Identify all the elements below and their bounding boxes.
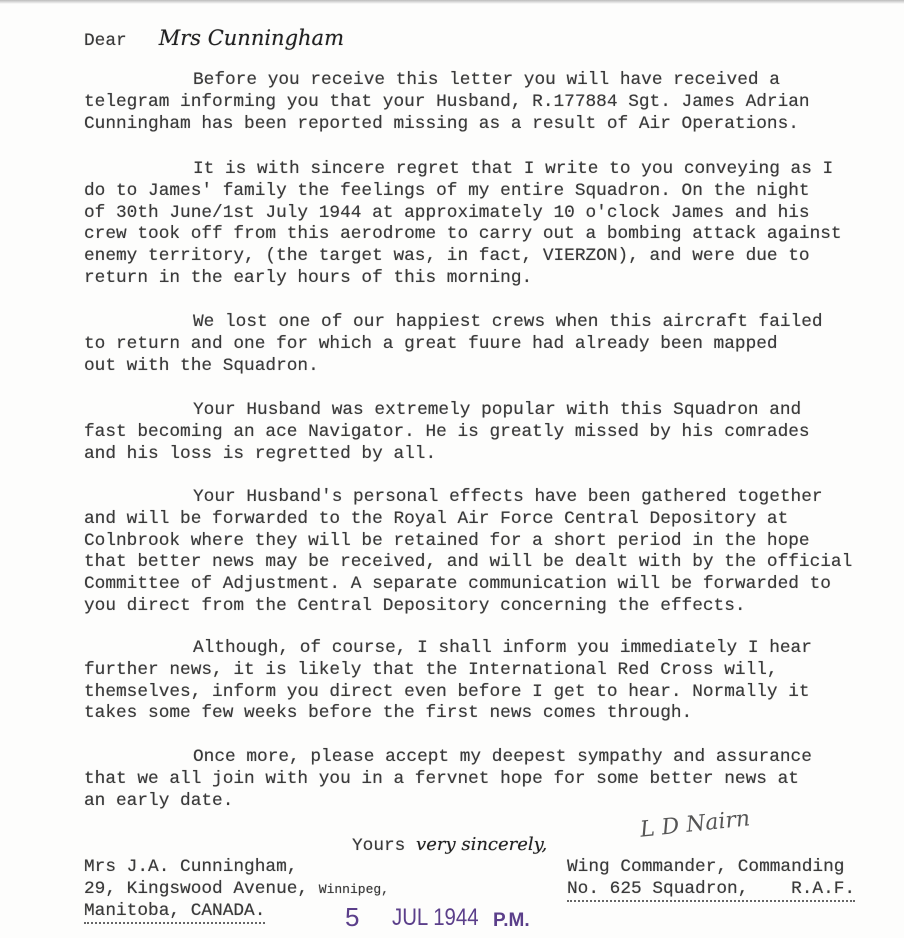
date-stamp-month-year: JUL 1944	[392, 904, 479, 931]
sender-line-2: No. 625 Squadron, R.A.F.	[567, 878, 855, 902]
paragraph-line: further news, it is likely that the International Red Cross will,	[84, 659, 778, 680]
paragraph-line: Your Husband's personal effects have been gathered together	[193, 487, 823, 507]
paragraph-line: We lost one of our happiest crews when this aircraft failed	[193, 312, 823, 332]
paragraph-line: return in the early hours of this morning.	[84, 267, 533, 288]
paragraph-line: Cunningham has been reported missing as a result of Air Operations.	[84, 113, 799, 134]
closing-typed: Yours	[352, 836, 406, 856]
paragraph	[84, 312, 823, 377]
paragraph	[84, 638, 812, 725]
paragraph-line: enemy territory, (the target was, in fact, VIERZON), and were due to	[84, 246, 810, 267]
paragraph-line: of 30th June/1st July 1944 at approximately 10 o'clock James and his	[84, 202, 810, 223]
date-stamp-day: 5	[345, 902, 360, 932]
salutation-dear: Dear	[84, 31, 127, 51]
paragraph-line: that we all join with you in a fervnet hope for some better news at	[84, 768, 799, 789]
paragraph	[84, 159, 842, 290]
paragraph-line: Committee of Adjustment. A separate communication will be forwarded to	[84, 574, 831, 595]
paragraph-line: to return and one for which a great fuure had already been mapped	[84, 333, 778, 354]
recipient-street: 29, Kingswood Avenue,	[84, 879, 309, 899]
recipient-line-3: Manitoba, CANADA.	[84, 900, 265, 924]
paragraph-line: you direct from the Central Depository concerning the effects.	[84, 595, 746, 616]
paragraph-line: takes some few weeks before the first news comes through.	[84, 703, 693, 724]
paragraph-line: that better news may be received, and will be dealt with by the official	[84, 552, 853, 573]
paragraph	[84, 747, 812, 812]
paragraph-line: an early date.	[84, 790, 234, 811]
paragraph-line: Although, of course, I shall inform you immediately I hear	[193, 638, 812, 658]
signature: L D Nairn	[638, 806, 752, 843]
paragraph-line: Before you receive this letter you will have received a	[193, 70, 780, 90]
paragraph-line: do to James' family the feelings of my entire Squadron. On the night	[84, 180, 810, 201]
page-edge	[0, 0, 904, 4]
recipient-line-2	[84, 878, 389, 901]
paragraph-line: out with the Squadron.	[84, 355, 319, 376]
paragraph-line: fast becoming an ace Navigator. He is greatly missed by his comrades	[84, 421, 810, 442]
salutation-name-handwritten: Mrs Cunningham	[158, 26, 344, 50]
closing	[352, 834, 547, 857]
paragraph	[84, 70, 810, 135]
paragraph-line: Your Husband was extremely popular with this Squadron and	[193, 400, 802, 420]
paragraph-line: and will be forwarded to the Royal Air Force Central Depository at	[84, 508, 789, 529]
recipient-line-1: Mrs J.A. Cunningham,	[84, 857, 298, 877]
paragraph	[84, 400, 810, 465]
sender-line-1: Wing Commander, Commanding	[567, 857, 845, 877]
paragraph-line: telegram informing you that your Husband, R.177884 Sgt. James Adrian	[84, 91, 810, 112]
paragraph-line: and his loss is regretted by all.	[84, 443, 437, 464]
paragraph-line: themselves, inform you direct even before I get to hear. Normally it	[84, 681, 810, 702]
paragraph-line: Colnbrook where they will be retained for a short period in the hope	[84, 530, 810, 551]
recipient-city: Winnipeg,	[318, 882, 389, 897]
paragraph	[84, 487, 852, 618]
date-stamp-ampm: P.M.	[493, 910, 530, 931]
paragraph-line: crew took off from this aerodrome to carry out a bombing attack against	[84, 224, 842, 245]
closing-handwritten: very sincerely,	[416, 834, 548, 855]
salutation	[84, 27, 344, 52]
paragraph-line: It is with sincere regret that I write to you conveying as I	[193, 159, 834, 179]
paragraph-line: Once more, please accept my deepest sympathy and assurance	[193, 747, 812, 767]
